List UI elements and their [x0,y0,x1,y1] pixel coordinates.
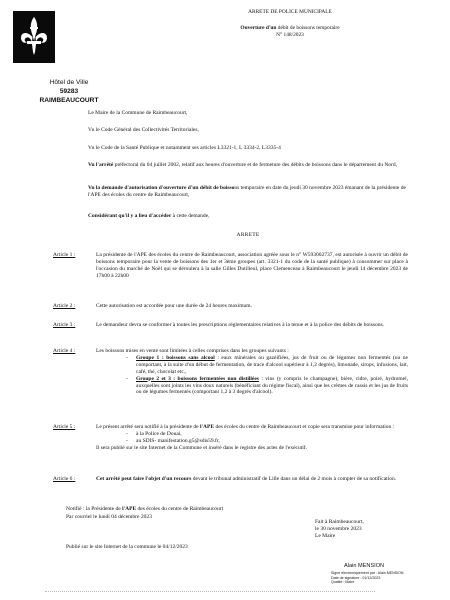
fleur-de-lis-icon [13,11,55,63]
article-3-text: Le demandeur devra se conformer à toutes les prescriptions réglementaires relatives à la tenue et à la police des débits de boissons. [96,322,385,328]
article-4-text [96,348,408,396]
preamble-considerant-bold: Considérant qu'il y a lieu d'accéder [88,213,172,219]
group-2-title: Groupe 2 et 3 : boissons fermentées non distillées [136,375,259,382]
preamble-demande-bold: Vu la demande d'autorisation d'ouverture d'un débit de boisso [88,185,235,191]
subtitle-bold: Ouverture d'un [240,25,277,31]
article-4-group-1: - Groupe 1 : boissons sans alcool : eaux minérales ou gazéifiées, jus de fruit ou de légumes non fermentés (ou ne comportant, à la suite d'un début de fermentation, de trace d'alcool supérieur à 1,2 degrés), limonade, sirops, infusions, lait, café, thé, chocolat etc., [126,354,408,375]
footer-divider [45,591,375,594]
subtitle-rest: débit de boissons temporaire [276,25,340,31]
article-4-group-2: - Groupe 2 et 3 : boissons fermentées non distillées : vins (y compris le champagne), bière, cidre, poiré, hydromel, auxquelles sont joints les vins doux naturels (bénéficiant du régime fiscal), ainsi que les crèmes de cassis et les jus de fruits ou de légumes fermentés (comportant 1,2 à 3 degrés d'alcool). [126,375,408,396]
article-3-label: Article 3 : [53,322,76,328]
article-6-label: Article 6 : [53,476,76,482]
town-logo [13,11,55,63]
signature-role: Le Maire [315,533,336,539]
signature-place: Fait à Raimbeaucourt, [315,519,364,525]
notification-b: l'APE [122,506,137,512]
article-6-text-rest: devant le tribunal administratif de Lille dans un délai de 2 mois à compter de sa notification. [191,476,397,482]
preamble-arrete-rest: préfectoral du 04 juillet 2002, relatif aux heures d'ouverture et de fermeture des débits de boissons dans le département du Nord, [113,162,398,168]
signer-name: Alain MENSION [344,563,385,569]
preamble-demande-rest: ns temporaire en date du jeudi 30 novembre 2023 émanant de la présidente de l'APE des écoles du centre de Raimbeaucourt, [88,185,406,198]
e-sig-line-2: Date de signature : 01/12/2023 [331,575,381,580]
article-5-item-2-text: au SDIS- manifestation.g5@sdis59.fr, [136,437,220,444]
notification-line-2: Par courriel le lundi 04 décembre 2023 [66,514,152,520]
group-2-text: : vins (y compris le champagne), bière, cidre, poiré, hydromel, auxquelles sont joints les vins doux naturels (bénéficiant du régime fiscal), ainsi que les crèmes de cassis et les jus de fruits ou de légumes fermentés (comportant 1,2 à 3 degrés d'alcool). [136,375,408,396]
article-6-text-bold: Cet arrêté peut faire l'objet d'un recours [96,476,192,482]
article-1-text-a: La présidente de l'APE des écoles du centre de Raimbeaucourt, association agréée sous le n° W593002737, est autorisée à ouvrir un débit de boissons temporaire pour la vente de boissons des 1er et 3ème groupes (art. 3321-1 du code de la santé publique) à consommer sur place à l'occasion du marché de Noël qui se déroulera à la salle Gilles Dutilleul, place Clemenceau à Raimbeaucourt le [96,252,408,272]
article-5-text-a: Le présent arrêté sera notifié à la présidente de [96,424,200,430]
group-1-text: : eaux minérales ou gazéifiées, jus de fruit ou de légumes non fermentés (ou ne comportant, à la suite d'un début de fermentation, de trace d'alcool supérieur à 1,2 degrés), limonade, sirops, infusions, lait, café, thé, chocolat etc., [136,354,408,375]
article-1-text-b: jeudi 14 décembre 2023 de 17h00 à 22h00 [96,265,408,279]
document-subtitle [150,25,430,31]
electronic-signature-block [331,571,441,585]
document-title: ARRETE DE POLICE MUNICIPALE [248,9,332,15]
article-4-label: Article 4 : [53,348,76,354]
preamble-cgct: Vu le Code Général des Collectivités Territoriales, [88,127,199,133]
town-hall-label: Hôtel de Ville [49,79,89,86]
preamble-considerant-rest: à cette demande, [171,213,210,219]
group-1-title: Groupe 1 : boissons sans alcool [136,354,215,361]
article-5-label: Article 5 : [53,424,76,430]
preamble-arrete [88,162,406,169]
notification-line-1 [66,506,326,513]
article-1-text [96,252,408,280]
preamble-arrete-bold: Vu l'arrêté [88,162,114,168]
article-6-text [96,476,408,483]
article-5-item-1: - à la Police de Douai, [126,430,182,437]
preamble-considerant [88,213,406,220]
notification-a: Notifié : la Présidente de [66,506,123,512]
signature-date: le 30 novembre 2023 [315,526,362,532]
arrete-heading: ARRETE [236,232,260,238]
preamble-demande [88,185,406,199]
town-block [33,78,105,105]
article-5-text-b: l'APE [200,424,215,430]
article-2-label: Article 2 : [53,303,76,309]
preamble-maire: Le Maire de la Commune de Raimbeaucourt, [88,110,188,116]
article-4-intro: Les boissons mises en vente sont limitées à celles comprises dans les groupes suivants : [96,348,289,354]
preamble-csp: Vu le Code de la Santé Publique et notamment ses articles L3321-1, L 3334-2, L3335-4 [88,145,281,151]
article-5-text [96,424,408,452]
published-line: Publié sur le site Internet de la commune le 04/12/2023 [66,544,188,550]
e-sig-line-1: Signé électroniquement par : Alain MENSION [331,571,404,575]
document-number: N° 148/2023 [276,32,304,38]
town-name: 59283 RAIMBEAUCOURT [39,88,99,104]
article-5-item-1-text: à la Police de Douai, [136,430,182,437]
article-2-text: Cette autorisation est accordée pour une durée de 24 heures maximum. [96,303,252,309]
article-5-text-d: Il sera publié sur le site Internet de la Commune et inséré dans le registre des actes de l'exécutif. [96,444,307,451]
notification-c: des écoles du centre de Raimbeaucourt [136,506,224,512]
article-1-label: Article 1 : [53,252,76,258]
article-5-intro [96,424,408,431]
article-5-item-2: - au SDIS- manifestation.g5@sdis59.fr, [126,437,220,444]
article-5-text-c: des écoles du centre de Raimbeaucourt et copie sera transmise pour information : [214,424,395,430]
e-sig-line-3: Qualité : Maire [331,580,355,584]
